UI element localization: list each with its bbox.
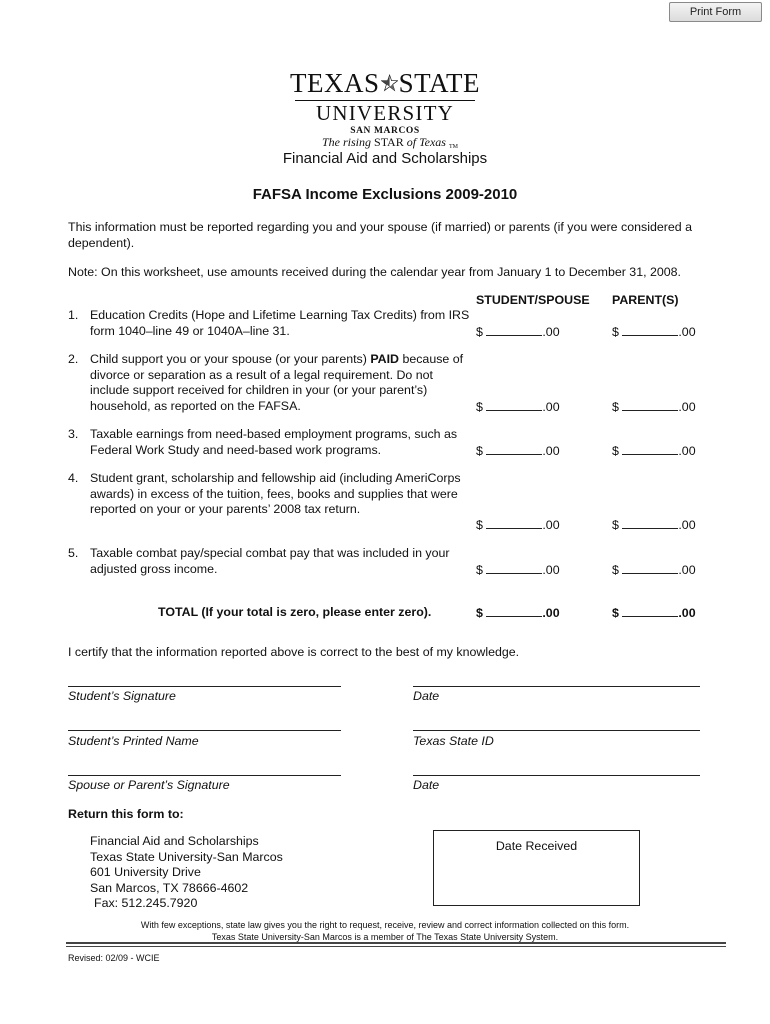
amount-blank[interactable] — [622, 517, 678, 529]
print-form-button[interactable]: Print Form — [669, 2, 762, 22]
amount-cents: .00 — [542, 400, 560, 414]
star-icon — [381, 68, 398, 98]
student-signature-line[interactable] — [68, 686, 341, 687]
amount-blank[interactable] — [622, 324, 678, 336]
university-logo — [290, 68, 480, 136]
amount-blank[interactable] — [486, 562, 542, 574]
amount-cents: .00 — [678, 563, 696, 577]
column-student-spouse: STUDENT/SPOUSE — [476, 293, 590, 307]
footer-divider — [66, 942, 726, 947]
currency-sign: $ — [476, 444, 483, 458]
item-text-bold: PAID — [370, 352, 399, 366]
currency-sign: $ — [612, 325, 619, 339]
address-line: 601 University Drive — [90, 865, 201, 879]
address-line: Fax: 512.245.7920 — [94, 896, 198, 910]
item-text: Student grant, scholarship and fellowship aid (including AmeriCorps awards) in excess of the tuition, fees, books and supplies that were reported on your or your parents’ 2008 tax return. — [90, 471, 461, 516]
amount-parent-4[interactable] — [612, 517, 696, 532]
address-line: San Marcos, TX 78666-4602 — [90, 880, 249, 895]
amount-student-1[interactable] — [476, 324, 560, 339]
amount-blank[interactable] — [486, 324, 542, 336]
amount-parent-2[interactable] — [612, 399, 696, 414]
item-5 — [68, 546, 468, 578]
texas-state-id-label: Texas State ID — [413, 734, 494, 748]
date-label-1: Date — [413, 689, 440, 703]
amount-blank[interactable] — [622, 399, 678, 411]
amount-student-4[interactable] — [476, 517, 560, 532]
item-2 — [68, 352, 468, 416]
revision-note: Revised: 02/09 - WCIE — [68, 953, 160, 963]
texas-state-id-line[interactable] — [413, 730, 700, 731]
item-number: 5. — [68, 546, 79, 560]
tagline-star: STAR — [374, 135, 404, 149]
return-address — [90, 834, 283, 912]
currency-sign: $ — [612, 606, 619, 620]
footnote-rights: With few exceptions, state law gives you the right to request, receive, review and correct information collected on this form. — [140, 920, 630, 930]
amount-cents: .00 — [678, 444, 696, 458]
department-name: Financial Aid and Scholarships — [282, 150, 488, 167]
amount-parent-5[interactable] — [612, 562, 696, 577]
logo-tagline — [322, 135, 462, 150]
address-line: Texas State University-San Marcos — [90, 849, 283, 864]
date-received-box — [433, 830, 640, 906]
amount-cents: .00 — [678, 518, 696, 532]
amount-blank[interactable] — [622, 605, 678, 617]
currency-sign: $ — [476, 325, 483, 339]
amount-cents: .00 — [542, 518, 560, 532]
address-line: Financial Aid and Scholarships — [90, 834, 259, 848]
printed-name-label: Student’s Printed Name — [68, 734, 199, 748]
item-text — [90, 352, 470, 414]
currency-sign: $ — [612, 518, 619, 532]
item-3 — [68, 427, 468, 459]
footnote-system: Texas State University-San Marcos is a member of The Texas State University System. — [211, 932, 559, 942]
logo-campus: SAN MARCOS — [350, 126, 420, 136]
amount-cents: .00 — [542, 563, 560, 577]
tagline-of: of Texas — [406, 135, 446, 149]
amount-cents: .00 — [678, 606, 696, 620]
spouse-parent-signature-line[interactable] — [68, 775, 341, 776]
item-text-part: Child support you or your spouse (or your parents) — [90, 352, 367, 366]
amount-student-3[interactable] — [476, 443, 560, 458]
currency-sign: $ — [612, 563, 619, 577]
date-line-2[interactable] — [413, 775, 700, 776]
currency-sign: $ — [476, 400, 483, 414]
amount-cents: .00 — [678, 325, 696, 339]
date-line-1[interactable] — [413, 686, 700, 687]
item-1 — [68, 308, 468, 340]
item-text-part: because of divorce or separation as a result of a legal requirement. Do not include support received for children in your (or your parent’s) household, as reported on the FAFSA. — [90, 352, 464, 413]
total-student[interactable] — [476, 605, 560, 620]
amount-blank[interactable] — [486, 399, 542, 411]
certify-text: I certify that the information reported above is correct to the best of my knowledge. — [68, 645, 520, 659]
item-text: Taxable earnings from need-based employment programs, such as Federal Work Study and need-based work programs. — [90, 427, 458, 457]
amount-blank[interactable] — [622, 562, 678, 574]
amount-parent-1[interactable] — [612, 324, 696, 339]
form-title: FAFSA Income Exclusions 2009-2010 — [252, 186, 518, 203]
amount-cents: .00 — [542, 606, 560, 620]
item-number: 2. — [68, 352, 79, 366]
date-label-2: Date — [413, 778, 440, 792]
item-number: 4. — [68, 471, 79, 485]
logo-word-texas: TEXAS — [290, 68, 380, 98]
item-text: Taxable combat pay/special combat pay that was included in your adjusted gross income. — [90, 546, 450, 576]
total-label: TOTAL (If your total is zero, please enter zero). — [158, 605, 432, 619]
tagline-prefix: The rising — [322, 135, 372, 149]
item-number: 3. — [68, 427, 79, 441]
amount-blank[interactable] — [486, 605, 542, 617]
amount-parent-3[interactable] — [612, 443, 696, 458]
logo-university: UNIVERSITY — [316, 101, 454, 125]
amount-cents: .00 — [678, 400, 696, 414]
amount-student-2[interactable] — [476, 399, 560, 414]
amount-blank[interactable] — [486, 443, 542, 455]
currency-sign: $ — [612, 444, 619, 458]
note-text: Note: On this worksheet, use amounts received during the calendar year from January 1 to December 31, 2008. — [68, 265, 681, 279]
column-parents: PARENT(S) — [612, 293, 679, 307]
date-received-label: Date Received — [495, 839, 578, 853]
amount-blank[interactable] — [622, 443, 678, 455]
amount-student-5[interactable] — [476, 562, 560, 577]
amount-cents: .00 — [542, 444, 560, 458]
return-title: Return this form to: — [68, 807, 184, 821]
item-number: 1. — [68, 308, 79, 322]
printed-name-line[interactable] — [68, 730, 341, 731]
amount-cents: .00 — [542, 325, 560, 339]
currency-sign: $ — [476, 518, 483, 532]
tagline-tm: TM — [448, 144, 458, 150]
total-parent[interactable] — [612, 605, 696, 620]
spouse-parent-signature-label: Spouse or Parent’s Signature — [68, 778, 230, 792]
intro-text: This information must be reported regarding you and your spouse (if married) or parents (if you were considered a dependent). — [68, 220, 692, 250]
currency-sign: $ — [476, 606, 483, 620]
currency-sign: $ — [476, 563, 483, 577]
item-text: Education Credits (Hope and Lifetime Learning Tax Credits) from IRS form 1040–line 49 or 1040A–line 31. — [90, 308, 470, 338]
item-4 — [68, 471, 468, 535]
currency-sign: $ — [612, 400, 619, 414]
logo-word-state: STATE — [398, 68, 480, 98]
student-signature-label: Student’s Signature — [68, 689, 176, 703]
amount-blank[interactable] — [486, 517, 542, 529]
